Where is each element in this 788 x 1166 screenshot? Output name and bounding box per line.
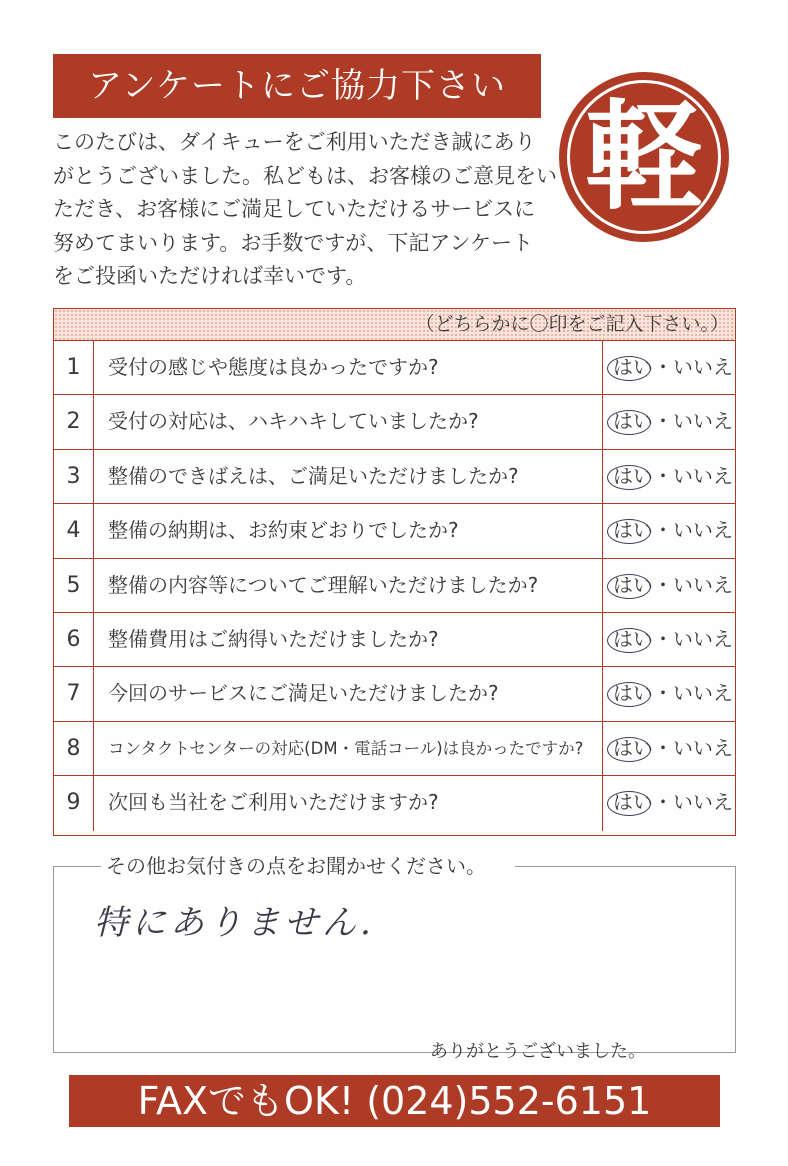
question-number: 9 xyxy=(54,776,94,830)
question-text: 整備の内容等についてご理解いただけましたか? xyxy=(108,572,539,597)
answer-options: はい・いいえ xyxy=(613,463,733,488)
answer-choice[interactable] xyxy=(602,559,735,612)
question-number: 7 xyxy=(54,667,94,720)
question-number: 2 xyxy=(54,395,94,448)
answer-options: はい・いいえ xyxy=(613,790,733,815)
thanks-divider-right xyxy=(676,1052,736,1053)
thanks-divider-left xyxy=(53,1052,425,1053)
question-row xyxy=(54,341,735,395)
handwritten-comment: 特にありません. xyxy=(94,903,375,943)
intro-line: がとうございました。私どもは、お客様のご意見をい xyxy=(53,163,557,188)
answer-options: はい・いいえ xyxy=(613,572,733,597)
survey-table xyxy=(53,308,736,836)
comment-label: その他お気付きの点をお聞かせください。 xyxy=(106,854,486,878)
answer-choice[interactable] xyxy=(602,395,735,448)
intro-line: ただき、お客様にご満足していただけるサービスに xyxy=(53,197,536,222)
answer-options: はい・いいえ xyxy=(613,518,733,543)
answer-choice[interactable] xyxy=(602,776,735,830)
question-number: 4 xyxy=(54,504,94,557)
question-row xyxy=(54,450,735,504)
question-text: 受付の対応は、ハキハキしていましたか? xyxy=(108,409,479,434)
question-row xyxy=(54,504,735,558)
question-number: 3 xyxy=(54,450,94,503)
question-text: コンタクトセンターの対応(DM・電話コール)は良かったですか? xyxy=(108,738,584,758)
question-text: 整備の納期は、お約束どおりでしたか? xyxy=(108,518,459,543)
question-text: 次回も当社をご利用いただけますか? xyxy=(108,790,439,815)
question-row xyxy=(54,722,735,776)
question-row xyxy=(54,395,735,449)
logo-character: 軽 xyxy=(584,88,703,226)
fax-banner: FAXでもOK! (024)552-6151 xyxy=(69,1075,720,1127)
answer-options: はい・いいえ xyxy=(613,626,733,651)
answer-options: はい・いいえ xyxy=(613,409,733,434)
intro-text xyxy=(53,126,557,294)
question-row xyxy=(54,667,735,721)
answer-options: はい・いいえ xyxy=(613,681,733,706)
thanks-text: ありがとうございました。 xyxy=(430,1041,646,1062)
question-row xyxy=(54,613,735,667)
question-row xyxy=(54,559,735,613)
answer-choice[interactable] xyxy=(602,722,735,775)
survey-instruction: （どちらかに〇印をご記入下さい。） xyxy=(54,309,735,341)
answer-choice[interactable] xyxy=(602,613,735,666)
answer-options: はい・いいえ xyxy=(613,355,733,379)
answer-choice[interactable] xyxy=(602,667,735,720)
answer-options: はい・いいえ xyxy=(613,735,733,760)
question-number: 1 xyxy=(54,341,94,394)
intro-line: このたびは、ダイキューをご利用いただき誠にあり xyxy=(53,130,536,154)
question-number: 8 xyxy=(54,722,94,775)
question-text: 整備費用はご納得いただけましたか? xyxy=(108,626,439,651)
survey-title: アンケートにご協力下さい xyxy=(53,54,541,118)
question-text: 受付の感じや態度は良かったですか? xyxy=(108,355,439,379)
question-number: 5 xyxy=(54,559,94,612)
answer-choice[interactable] xyxy=(602,450,735,503)
question-text: 今回のサービスにご満足いただけましたか? xyxy=(108,681,499,706)
intro-line: 努めてまいります。お手数ですが、下記アンケート xyxy=(53,230,534,255)
question-row xyxy=(54,776,735,830)
kei-logo xyxy=(559,72,729,242)
answer-choice[interactable] xyxy=(602,341,735,394)
question-text: 整備のできばえは、ご満足いただけましたか? xyxy=(108,463,519,488)
question-number: 6 xyxy=(54,613,94,666)
intro-line: をご投函いただければ幸いです。 xyxy=(53,264,367,289)
answer-choice[interactable] xyxy=(602,504,735,557)
